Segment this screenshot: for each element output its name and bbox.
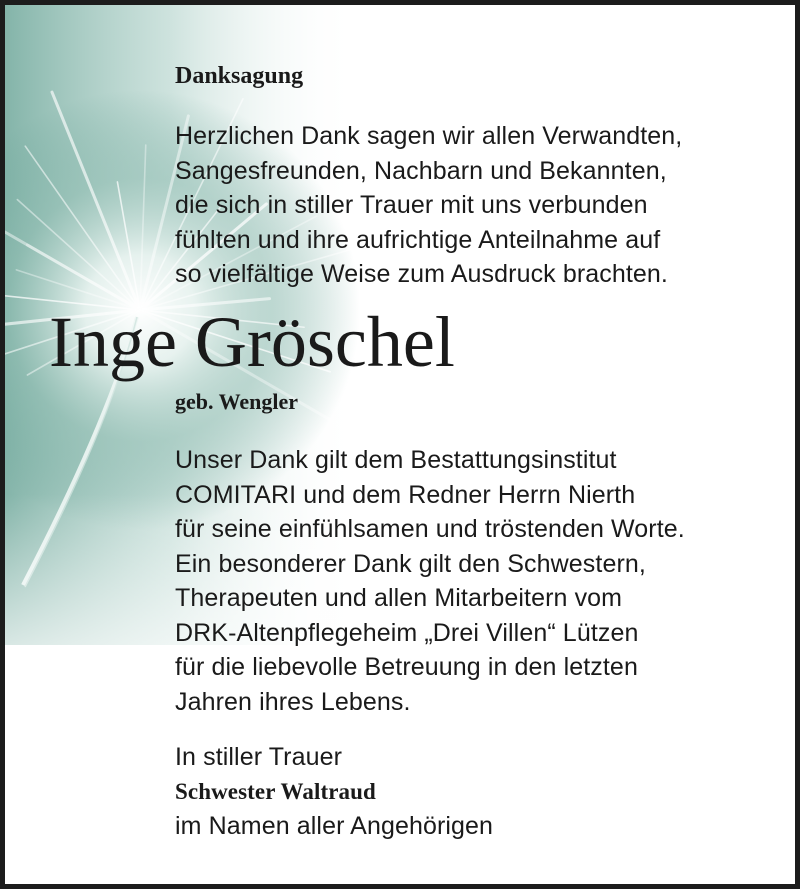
text-line: für seine einfühlsamen und tröstenden Worte.: [175, 515, 685, 543]
text-line: Jahren ihres Lebens.: [175, 687, 411, 716]
text-line: die sich in stiller Trauer mit uns verbunden: [175, 191, 648, 219]
text-line: Herzlichen Dank sagen wir allen Verwandten,: [175, 122, 683, 150]
thanks-paragraph: [175, 443, 685, 719]
closing-block: [175, 740, 493, 844]
text-line: Therapeuten und allen Mitarbeitern vom: [175, 584, 623, 612]
intro-paragraph: [175, 119, 682, 292]
notice-content: [5, 5, 800, 889]
text-line: fühlten und ihre aufrichtige Anteilnahme auf: [175, 225, 661, 254]
closing-line: In stiller Trauer: [175, 743, 343, 771]
text-line: Unser Dank gilt dem Bestattungsinstitut: [175, 446, 617, 474]
text-line: Sangesfreunden, Nachbarn und Bekannten,: [175, 156, 667, 185]
closing-line: im Namen aller Angehörigen: [175, 812, 494, 840]
notice-heading: Danksagung: [175, 63, 304, 89]
signer-name: Schwester Waltraud: [175, 778, 376, 804]
text-line: Ein besonderer Dank gilt den Schwestern,: [175, 549, 646, 578]
deceased-name: Inge Gröschel: [49, 302, 455, 382]
text-line: COMITARI und dem Redner Herrn Nierth: [175, 480, 636, 509]
text-line: so vielfältige Weise zum Ausdruck brachten.: [175, 260, 668, 288]
maiden-name: geb. Wengler: [175, 389, 299, 414]
text-line: DRK-Altenpflegeheim „Drei Villen“ Lützen: [175, 618, 639, 647]
text-line: für die liebevolle Betreuung in den letzten: [175, 653, 638, 681]
